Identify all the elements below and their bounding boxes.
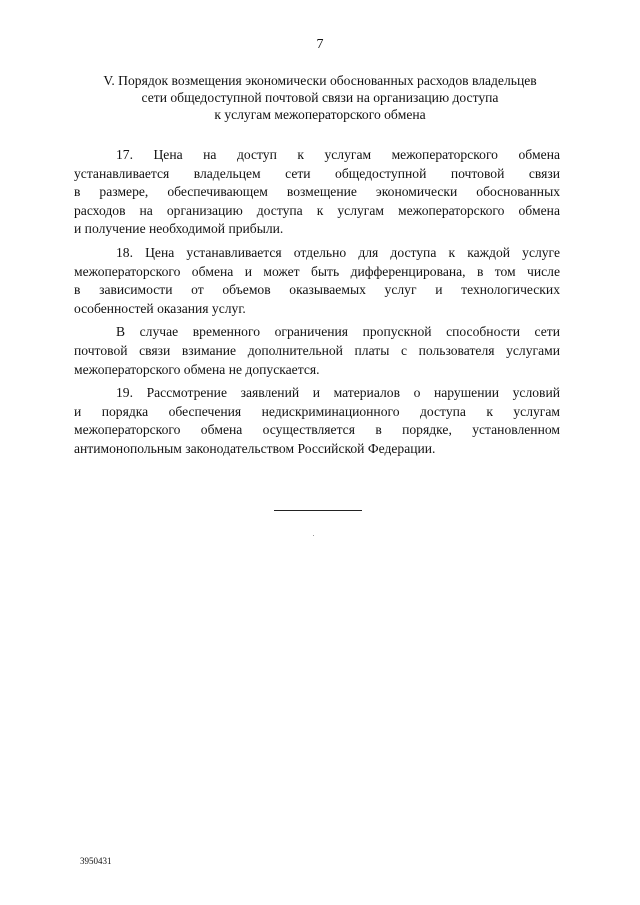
scan-dot (313, 535, 314, 536)
section-title-line: сети общедоступной почтовой связи на организацию доступа (141, 90, 499, 105)
text-line: межоператорского обмена не допускается. (74, 361, 320, 377)
text-line: межоператорского обмена и может быть дифференцирована, в том числе (74, 263, 560, 279)
text-line: в размере, обеспечивающем возмещение экономически обоснованных (74, 184, 560, 200)
text-line: особенностей оказания услуг. (74, 300, 246, 316)
paragraph-19 (74, 384, 560, 458)
text-line: устанавливается владельцем сети общедоступной почтовой связи (74, 165, 560, 181)
text-line: 17. Цена на доступ к услугам межоператорского обмена (116, 147, 560, 162)
text-line: межоператорского обмена осуществляется в порядке, установленном (74, 422, 560, 438)
text-line: в зависимости от объемов оказываемых услуг и технологических (74, 282, 560, 298)
section-title (60, 72, 580, 123)
paragraph-18 (74, 244, 560, 318)
text-line: В случае временного ограничения пропускной способности сети (116, 324, 560, 340)
document-code: 3950431 (80, 856, 112, 866)
section-title-line: к услугам межоператорского обмена (214, 107, 426, 122)
text-line: расходов на организацию доступа к услугам межоператорского обмена (74, 202, 560, 218)
paragraph-18-continued (74, 323, 560, 379)
section-title-line: V. Порядок возмещения экономически обоснованных расходов владельцев (103, 73, 537, 88)
page-number: 7 (316, 37, 324, 52)
end-divider (274, 510, 362, 511)
document-body (74, 146, 560, 459)
paragraph-17 (74, 146, 560, 239)
text-line: почтовой связи взимание дополнительной платы с пользователя услугами (74, 342, 560, 358)
text-line: 18. Цена устанавливается отдельно для доступа к каждой услуге (116, 244, 560, 260)
text-line: и порядка обеспечения недискриминационного доступа к услугам (74, 403, 560, 419)
text-line: 19. Рассмотрение заявлений и материалов о нарушении условий (116, 385, 560, 401)
text-line: и получение необходимой прибыли. (74, 221, 284, 237)
text-line: антимонопольным законодательством Российской Федерации. (74, 440, 436, 456)
